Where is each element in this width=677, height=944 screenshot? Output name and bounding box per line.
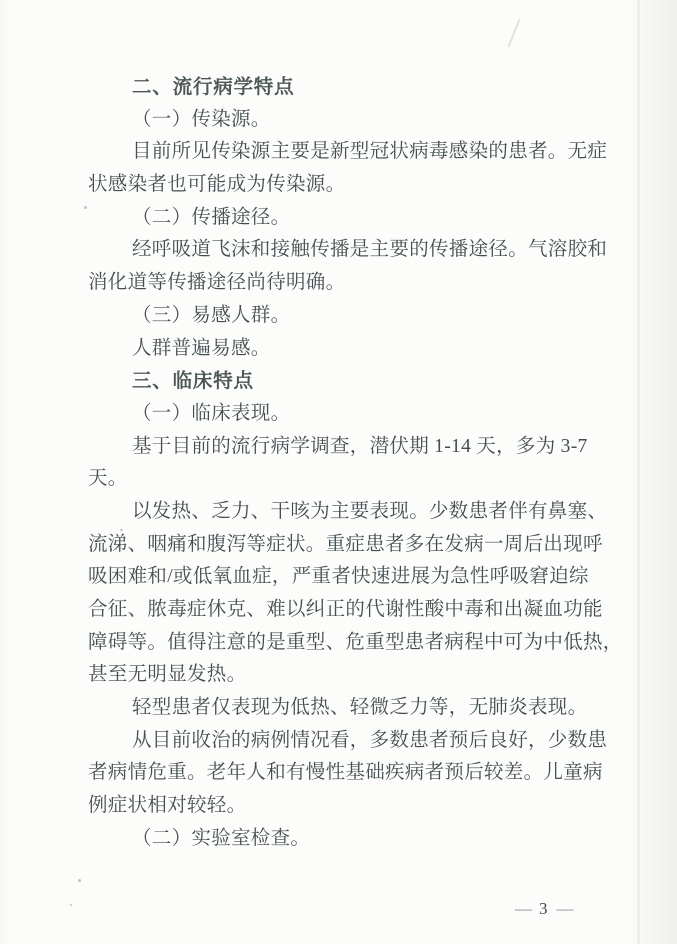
subsection-heading-susceptible-population: （三）易感人群。 [132,304,291,326]
doc-line: 甚至无明显发热。 [88,664,247,686]
doc-line: 人群普遍易感。 [132,337,271,359]
section-heading-epidemiology: 二、流行病学特点 [132,76,295,98]
doc-line: 状感染者也可能成为传染源。 [88,174,346,196]
doc-line: 以发热、乏力、干咳为主要表现。少数患者伴有鼻塞、 [132,500,608,522]
doc-line: 从目前收治的病例情况看，多数患者预后良好，少数患 [132,729,608,751]
scan-artifact-line [637,0,640,944]
doc-line: 轻型患者仅表现为低热、轻微乏力等，无肺炎表现。 [132,697,588,719]
document-text-block [88,71,623,856]
doc-line: 合征、脓毒症休克、难以纠正的代谢性酸中毒和出凝血功能 [88,599,603,620]
page-number-dash-left: — [515,899,532,918]
doc-line: 经呼吸道飞沫和接触传播是主要的传播途径。气溶胶和 [132,239,608,261]
page-number-value: 3 [539,899,550,918]
doc-line: 吸困难和/或低氧血症，严重者快速进展为急性呼吸窘迫综 [88,566,589,588]
doc-line: 消化道等传播途径尚待明确。 [88,272,346,294]
section-heading-clinical-features: 三、临床特点 [132,370,254,393]
doc-line: 例症状相对较轻。 [88,795,247,817]
subsection-heading-laboratory-tests: （二）实验室检查。 [132,827,311,849]
subsection-heading-transmission-route: （二）传播途径。 [132,206,291,228]
scan-speck [78,879,81,882]
scan-artifact-scratch [507,19,520,48]
doc-line: 流涕、咽痛和腹泻等症状。重症患者多在发病一周后出现呼 [88,533,603,555]
doc-line: 天。 [88,468,128,490]
subsection-heading-clinical-manifestation: （一）临床表现。 [132,402,291,424]
subsection-heading-infection-source: （一）传染源。 [132,108,271,130]
doc-line: 障碍等。值得注意的是重型、危重型患者病程中可为中低热， [88,631,623,653]
doc-line: 目前所见传染源主要是新型冠状病毒感染的患者。无症 [132,141,608,163]
scan-speck [84,206,87,209]
page-number [508,899,581,919]
scan-speck [70,904,72,906]
doc-line: 基于目前的流行病学调查，潜伏期 1-14 天，多为 3-7 [132,435,588,457]
doc-line: 者病情危重。老年人和有慢性基础疾病者预后较差。儿童病 [88,762,603,784]
page-number-dash-right: — [556,899,574,918]
